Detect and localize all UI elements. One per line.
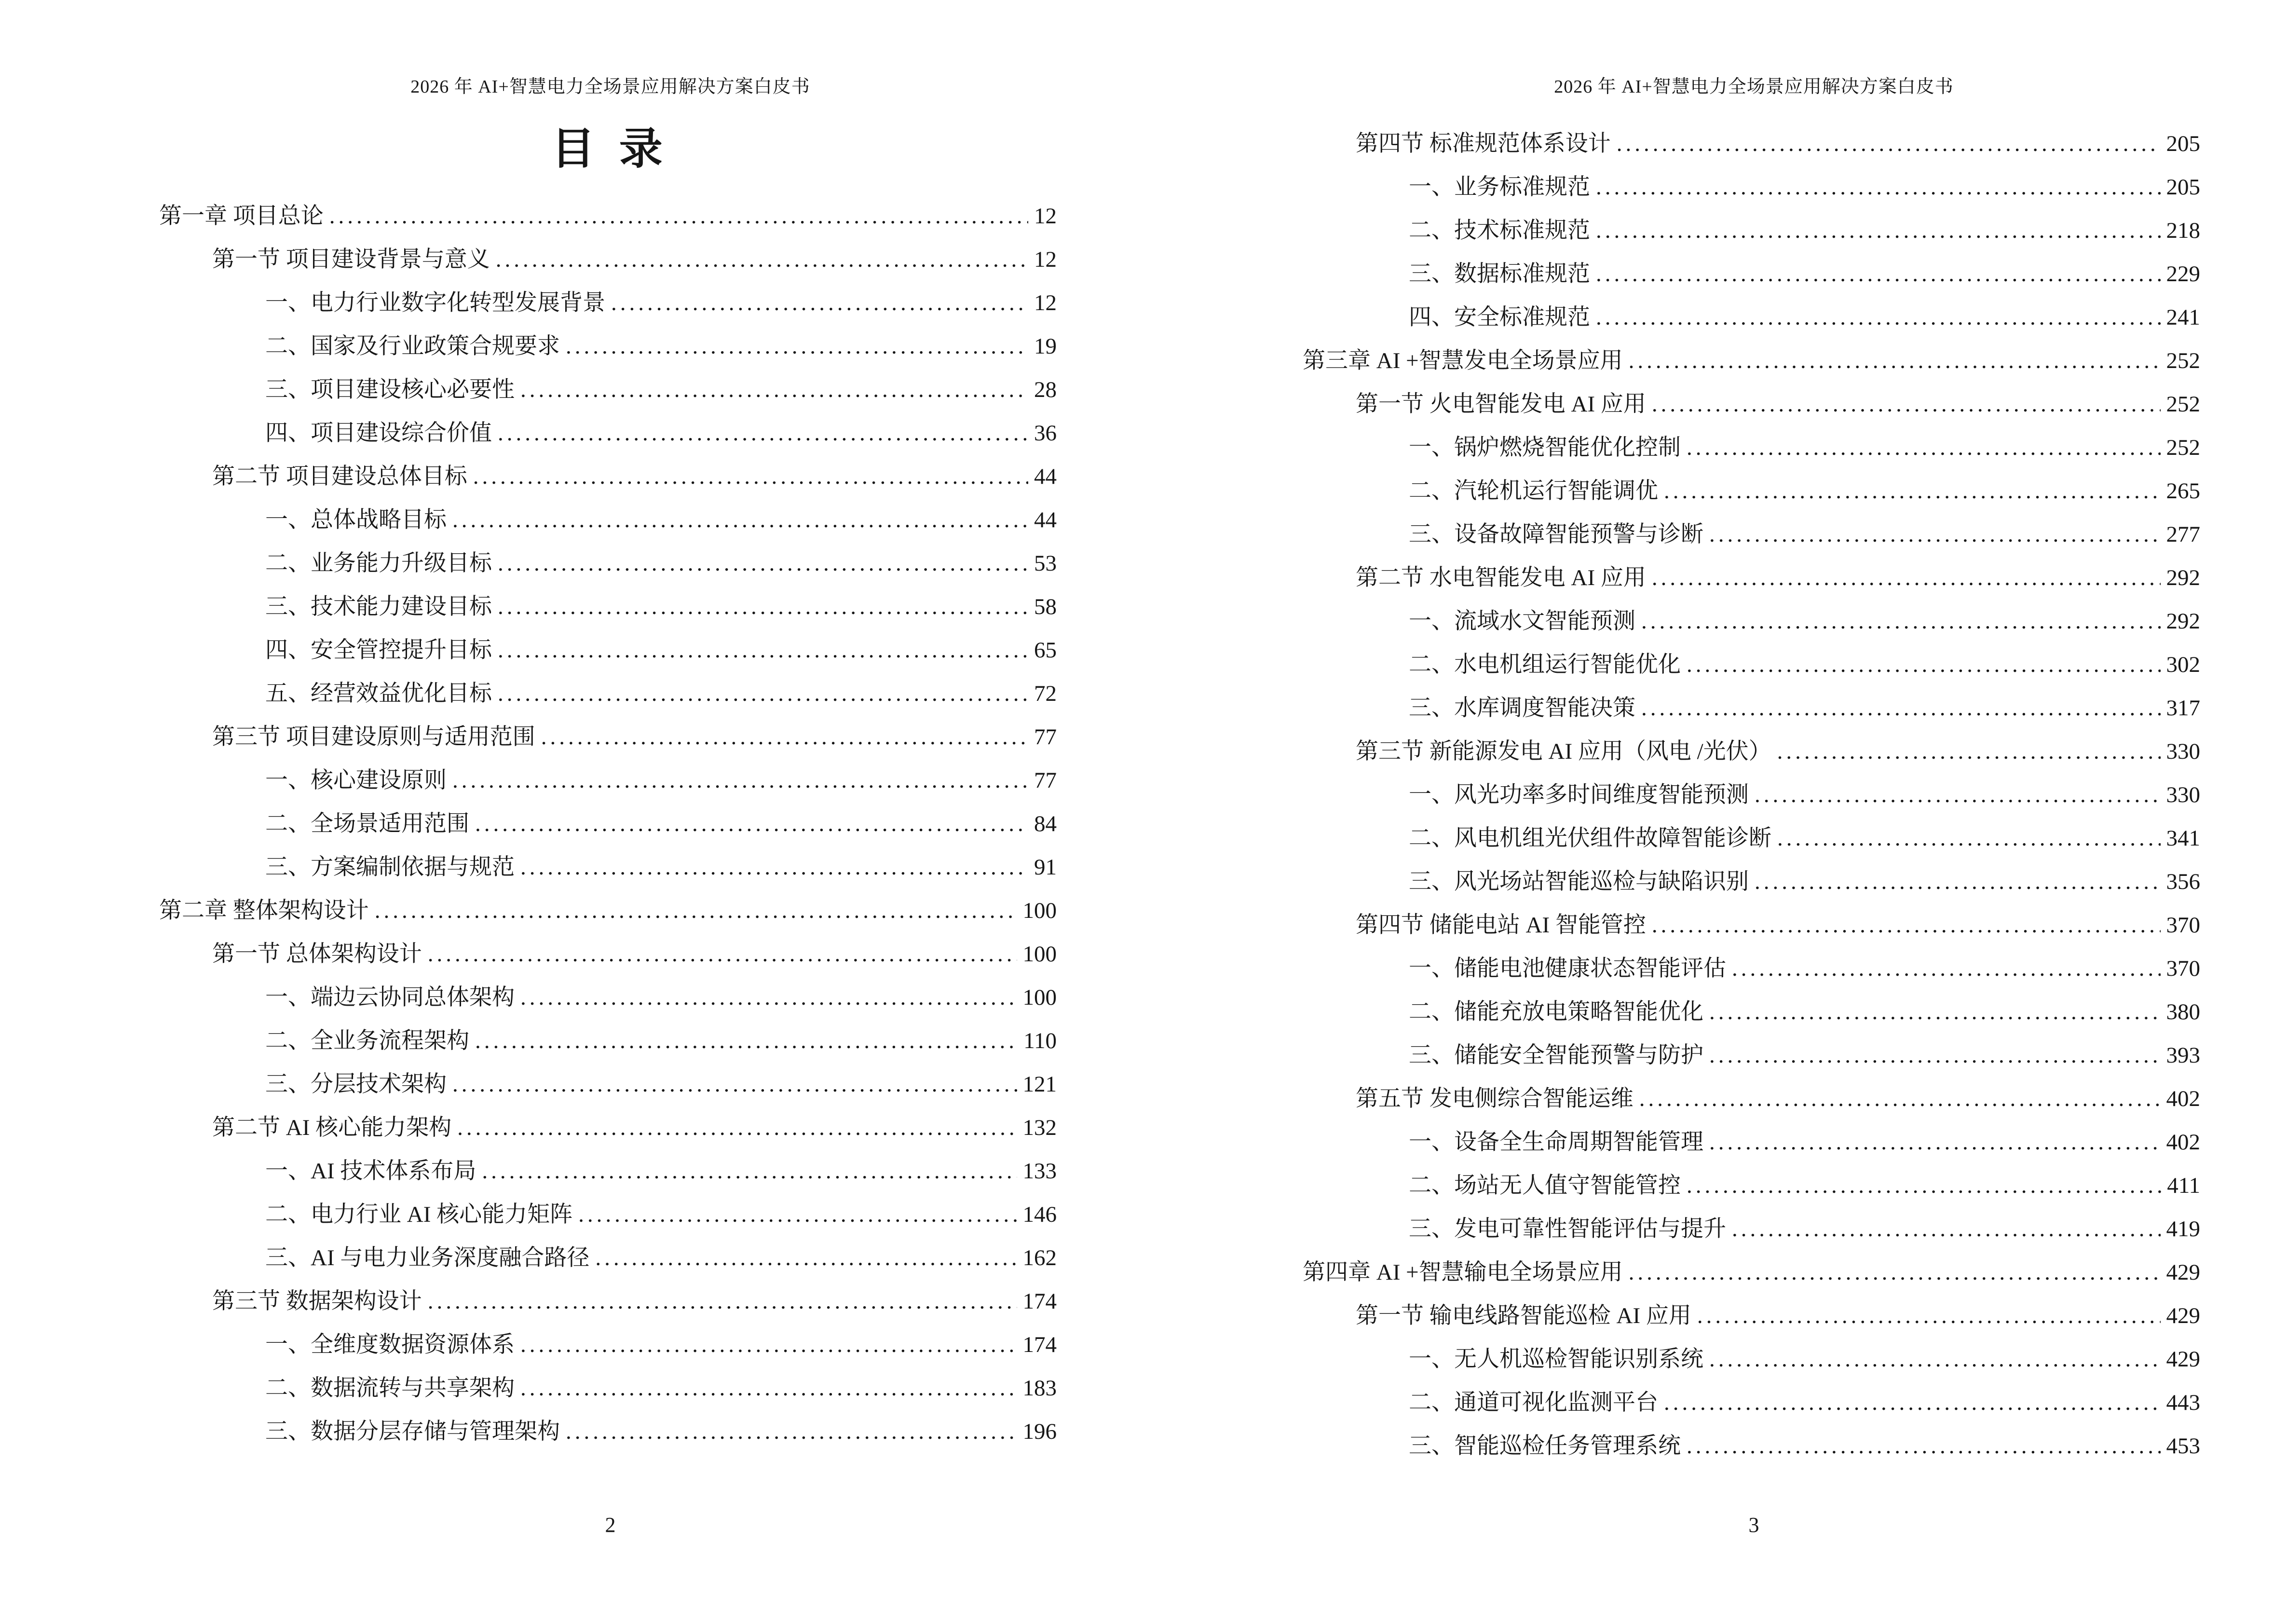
toc-entry — [1144, 990, 2287, 1034]
toc-entry — [0, 1323, 1144, 1366]
toc-entry — [1144, 469, 2287, 513]
toc-entry-label: 三、分层技术架构 — [265, 1072, 447, 1097]
toc-entry — [1144, 1207, 2287, 1251]
toc-entry-page-number: 28 — [1034, 377, 1057, 402]
toc-entry — [1144, 1424, 2287, 1468]
toc-entry-page-number: 132 — [1022, 1115, 1057, 1140]
toc-entry-page-number: 429 — [2166, 1303, 2200, 1328]
toc-dot-leader — [1664, 469, 2161, 513]
toc-entry-label: 第二节 AI 核心能力架构 — [212, 1115, 452, 1140]
toc-entry-page-number: 100 — [1022, 898, 1057, 923]
toc-entry — [0, 368, 1144, 411]
toc-entry — [0, 281, 1144, 325]
toc-entry — [1144, 513, 2287, 556]
toc-dot-leader — [520, 846, 1028, 889]
toc-dot-leader — [475, 1019, 1018, 1063]
toc-entry-label: 第一节 输电线路智能巡检 AI 应用 — [1356, 1303, 1691, 1328]
toc-dot-leader — [1755, 773, 2161, 817]
toc-entry-page-number: 12 — [1034, 204, 1057, 229]
toc-entry-page-number: 100 — [1022, 985, 1057, 1010]
toc-entry — [1144, 1294, 2287, 1337]
toc-entry-label: 一、全维度数据资源体系 — [265, 1332, 515, 1357]
toc-entry-page-number: 77 — [1034, 724, 1057, 750]
toc-entry — [0, 846, 1144, 889]
toc-dot-leader — [1709, 513, 2161, 556]
toc-entry-label: 第三章 AI +智慧发电全场景应用 — [1303, 348, 1623, 373]
toc-dot-leader — [475, 802, 1028, 846]
toc-entry-page-number: 183 — [1022, 1376, 1057, 1401]
toc-entry-label: 三、储能安全智能预警与防护 — [1409, 1043, 1703, 1068]
toc-entry — [0, 194, 1144, 238]
toc-dot-leader — [498, 411, 1028, 455]
toc-entry-page-number: 252 — [2166, 435, 2200, 460]
toc-dot-leader — [473, 455, 1028, 498]
toc-entry — [0, 1106, 1144, 1149]
toc-entry-page-number: 429 — [2166, 1347, 2200, 1372]
toc-list-left — [0, 194, 1144, 1453]
toc-dot-leader — [498, 585, 1028, 628]
toc-entry — [1144, 903, 2287, 947]
toc-entry-label: 三、数据标准规范 — [1409, 261, 1590, 287]
toc-entry-page-number: 133 — [1022, 1159, 1057, 1184]
toc-entry — [1144, 817, 2287, 860]
toc-dot-leader — [1641, 600, 2161, 643]
toc-dot-leader — [1629, 339, 2161, 382]
toc-entry — [0, 1063, 1144, 1106]
toc-entry — [0, 455, 1144, 498]
toc-dot-leader — [1617, 122, 2161, 165]
toc-entry — [0, 1280, 1144, 1323]
toc-entry-label: 第五节 发电侧综合智能运维 — [1356, 1086, 1634, 1111]
toc-entry-label: 二、储能充放电策略智能优化 — [1409, 999, 1703, 1024]
toc-entry — [0, 715, 1144, 759]
toc-entry-page-number: 370 — [2166, 913, 2200, 938]
toc-entry — [1144, 382, 2287, 426]
toc-entry-label: 四、安全管控提升目标 — [265, 638, 492, 663]
toc-dot-leader — [520, 976, 1017, 1019]
toc-entry-label: 第一章 项目总论 — [159, 204, 324, 229]
toc-entry-label: 五、经营效益优化目标 — [265, 681, 492, 706]
toc-entry — [1144, 1251, 2287, 1294]
toc-entry-label: 第二节 水电智能发电 AI 应用 — [1356, 565, 1646, 590]
toc-entry-label: 二、全业务流程架构 — [265, 1028, 469, 1053]
toc-entry-page-number: 402 — [2166, 1130, 2200, 1155]
toc-entry-label: 三、智能巡检任务管理系统 — [1409, 1433, 1681, 1459]
toc-entry-page-number: 162 — [1022, 1245, 1057, 1270]
toc-entry-label: 二、场站无人值守智能管控 — [1409, 1173, 1681, 1198]
toc-entry-label: 第二章 整体架构设计 — [159, 898, 369, 923]
toc-dot-leader — [1687, 426, 2161, 469]
toc-entry — [1144, 165, 2287, 209]
toc-entry-page-number: 146 — [1022, 1202, 1057, 1227]
toc-entry — [0, 542, 1144, 585]
toc-entry-page-number: 218 — [2166, 218, 2200, 243]
toc-entry-label: 三、风光场站智能巡检与缺陷识别 — [1409, 869, 1749, 894]
toc-dot-leader — [1639, 1077, 2161, 1120]
toc-entry-label: 一、电力行业数字化转型发展背景 — [265, 290, 605, 315]
toc-entry-page-number: 65 — [1034, 638, 1057, 663]
toc-dot-leader — [1687, 643, 2161, 686]
toc-entry-page-number: 443 — [2166, 1390, 2200, 1415]
toc-dot-leader — [498, 672, 1028, 715]
toc-entry — [0, 498, 1144, 542]
toc-entry-label: 第二节 项目建设总体目标 — [212, 464, 467, 489]
toc-entry-page-number: 429 — [2166, 1260, 2200, 1285]
toc-entry-page-number: 205 — [2166, 175, 2200, 200]
toc-entry-page-number: 44 — [1034, 507, 1057, 532]
toc-dot-leader — [452, 1063, 1017, 1106]
toc-entry-page-number: 302 — [2166, 652, 2200, 677]
toc-entry — [1144, 556, 2287, 600]
toc-entry-page-number: 205 — [2166, 131, 2200, 156]
toc-entry-label: 第三节 数据架构设计 — [212, 1289, 422, 1314]
toc-entry — [1144, 730, 2287, 773]
toc-dot-leader — [496, 238, 1028, 281]
toc-dot-leader — [428, 932, 1017, 976]
toc-title: 目 录 — [551, 125, 669, 173]
toc-entry-label: 三、技术能力建设目标 — [265, 594, 492, 619]
toc-entry-page-number: 277 — [2166, 522, 2200, 547]
toc-dot-leader — [1709, 990, 2161, 1034]
toc-dot-leader — [1629, 1251, 2161, 1294]
toc-entry-page-number: 317 — [2166, 696, 2200, 721]
toc-entry — [1144, 1381, 2287, 1424]
toc-entry-page-number: 292 — [2166, 565, 2200, 590]
toc-entry-page-number: 356 — [2166, 869, 2200, 894]
toc-dot-leader — [452, 498, 1028, 542]
toc-dot-leader — [1755, 860, 2161, 903]
toc-entry — [1144, 296, 2287, 339]
toc-entry-page-number: 110 — [1023, 1028, 1057, 1053]
toc-entry — [0, 1410, 1144, 1453]
running-header: 2026 年 AI+智慧电力全场景应用解决方案白皮书 — [410, 77, 810, 97]
toc-dot-leader — [1709, 1120, 2161, 1164]
toc-entry-label: 一、AI 技术体系布局 — [265, 1159, 476, 1184]
toc-entry — [0, 976, 1144, 1019]
toc-entry-page-number: 341 — [2166, 826, 2200, 851]
toc-entry-label: 二、通道可视化监测平台 — [1409, 1390, 1658, 1415]
toc-dot-leader — [611, 281, 1028, 325]
toc-entry — [1144, 1120, 2287, 1164]
toc-entry-page-number: 411 — [2167, 1173, 2200, 1198]
toc-entry-label: 一、设备全生命周期智能管理 — [1409, 1130, 1703, 1155]
toc-entry-page-number: 402 — [2166, 1086, 2200, 1111]
toc-entry — [0, 325, 1144, 368]
toc-entry-label: 一、核心建设原则 — [265, 768, 447, 793]
toc-entry — [0, 1366, 1144, 1410]
toc-dot-leader — [498, 628, 1028, 672]
toc-list-right — [1144, 122, 2287, 1468]
toc-entry — [1144, 1164, 2287, 1207]
toc-entry-label: 第一节 总体架构设计 — [212, 942, 422, 967]
toc-dot-leader — [1709, 1034, 2161, 1077]
toc-dot-leader — [1687, 1424, 2161, 1468]
toc-entry — [1144, 426, 2287, 469]
toc-entry — [1144, 860, 2287, 903]
toc-entry — [0, 628, 1144, 672]
toc-entry — [1144, 122, 2287, 165]
toc-entry-label: 一、业务标准规范 — [1409, 175, 1590, 200]
toc-entry — [0, 1149, 1144, 1193]
toc-dot-leader — [520, 1323, 1017, 1366]
toc-entry-label: 第四章 AI +智慧输电全场景应用 — [1303, 1260, 1623, 1285]
toc-dot-leader — [498, 542, 1028, 585]
toc-entry-page-number: 77 — [1034, 768, 1057, 793]
toc-entry-label: 三、AI 与电力业务深度融合路径 — [265, 1245, 590, 1270]
toc-entry-label: 第四节 储能电站 AI 智能管控 — [1356, 913, 1646, 938]
toc-entry-page-number: 12 — [1034, 290, 1057, 315]
toc-entry — [0, 672, 1144, 715]
toc-entry-label: 第一节 项目建设背景与意义 — [212, 247, 490, 272]
toc-dot-leader — [1652, 556, 2161, 600]
toc-entry-label: 二、技术标准规范 — [1409, 218, 1590, 243]
toc-entry-page-number: 44 — [1034, 464, 1057, 489]
toc-entry-label: 三、发电可靠性智能评估与提升 — [1409, 1216, 1726, 1242]
toc-entry-page-number: 252 — [2166, 348, 2200, 373]
toc-entry-page-number: 196 — [1022, 1419, 1057, 1444]
toc-entry-label: 四、项目建设综合价值 — [265, 421, 492, 446]
toc-dot-leader — [1732, 1207, 2161, 1251]
toc-entry-label: 第三节 项目建设原则与适用范围 — [212, 724, 535, 750]
toc-entry-page-number: 252 — [2166, 392, 2200, 417]
toc-dot-leader — [520, 1366, 1017, 1410]
toc-entry-page-number: 229 — [2166, 261, 2200, 287]
toc-entry-label: 二、风电机组光伏组件故障智能诊断 — [1409, 826, 1771, 851]
toc-dot-leader — [1596, 252, 2161, 296]
toc-entry-page-number: 12 — [1034, 247, 1057, 272]
toc-dot-leader — [541, 715, 1028, 759]
toc-entry-label: 四、安全标准规范 — [1409, 305, 1590, 330]
toc-dot-leader — [1709, 1337, 2161, 1381]
toc-dot-leader — [566, 325, 1028, 368]
toc-dot-leader — [1596, 165, 2161, 209]
toc-entry — [0, 411, 1144, 455]
toc-dot-leader — [1777, 817, 2161, 860]
toc-entry — [1144, 643, 2287, 686]
toc-dot-leader — [578, 1193, 1017, 1236]
toc-dot-leader — [482, 1149, 1017, 1193]
toc-entry-label: 一、无人机巡检智能识别系统 — [1409, 1347, 1703, 1372]
toc-entry-label: 第一节 火电智能发电 AI 应用 — [1356, 392, 1646, 417]
toc-entry-label: 一、锅炉燃烧智能优化控制 — [1409, 435, 1681, 460]
toc-entry-label: 二、国家及行业政策合规要求 — [265, 334, 560, 359]
toc-entry-label: 第三节 新能源发电 AI 应用（风电 /光伏） — [1356, 739, 1771, 764]
toc-dot-leader — [1596, 209, 2161, 252]
toc-dot-leader — [1652, 903, 2161, 947]
page-3 — [1144, 0, 2287, 1624]
toc-entry-page-number: 241 — [2166, 305, 2200, 330]
toc-entry-label: 一、储能电池健康状态智能评估 — [1409, 956, 1726, 981]
toc-entry-label: 二、汽轮机运行智能调优 — [1409, 478, 1658, 504]
toc-entry-page-number: 393 — [2166, 1043, 2200, 1068]
toc-entry-page-number: 174 — [1022, 1332, 1057, 1357]
toc-entry-page-number: 72 — [1034, 681, 1057, 706]
toc-entry-page-number: 453 — [2166, 1433, 2200, 1459]
toc-entry-page-number: 121 — [1022, 1072, 1057, 1097]
toc-entry-page-number: 100 — [1022, 942, 1057, 967]
toc-dot-leader — [1732, 947, 2161, 990]
toc-entry — [0, 802, 1144, 846]
toc-entry-page-number: 91 — [1034, 855, 1057, 880]
toc-entry — [1144, 1034, 2287, 1077]
running-header: 2026 年 AI+智慧电力全场景应用解决方案白皮书 — [1554, 77, 1954, 97]
toc-entry-page-number: 380 — [2166, 999, 2200, 1024]
toc-entry-label: 三、项目建设核心必要性 — [265, 377, 515, 402]
toc-entry — [1144, 600, 2287, 643]
toc-entry-page-number: 330 — [2166, 739, 2200, 764]
toc-entry-page-number: 174 — [1022, 1289, 1057, 1314]
toc-entry — [1144, 1077, 2287, 1120]
toc-entry-label: 二、数据流转与共享架构 — [265, 1376, 515, 1401]
toc-entry — [0, 1019, 1144, 1063]
toc-entry-label: 第四节 标准规范体系设计 — [1356, 131, 1611, 156]
toc-entry-page-number: 419 — [2166, 1216, 2200, 1242]
toc-entry — [1144, 209, 2287, 252]
toc-entry-page-number: 36 — [1034, 421, 1057, 446]
toc-entry — [1144, 686, 2287, 730]
toc-entry — [0, 238, 1144, 281]
toc-entry-page-number: 53 — [1034, 551, 1057, 576]
toc-dot-leader — [457, 1106, 1017, 1149]
toc-entry — [1144, 947, 2287, 990]
toc-entry — [1144, 773, 2287, 817]
toc-dot-leader — [566, 1410, 1017, 1453]
toc-entry-label: 一、总体战略目标 — [265, 507, 447, 532]
toc-dot-leader — [428, 1280, 1017, 1323]
toc-dot-leader — [1596, 296, 2161, 339]
toc-dot-leader — [375, 889, 1017, 932]
toc-dot-leader — [1664, 1381, 2161, 1424]
toc-entry-page-number: 292 — [2166, 609, 2200, 634]
toc-entry-page-number: 19 — [1034, 334, 1057, 359]
toc-entry-page-number: 265 — [2166, 478, 2200, 504]
toc-entry — [0, 932, 1144, 976]
toc-entry-label: 二、电力行业 AI 核心能力矩阵 — [265, 1202, 573, 1227]
toc-dot-leader — [1687, 1164, 2161, 1207]
toc-entry-label: 一、端边云协同总体架构 — [265, 985, 515, 1010]
toc-entry-page-number: 330 — [2166, 782, 2200, 807]
toc-entry-page-number: 84 — [1034, 811, 1057, 836]
toc-entry-label: 二、业务能力升级目标 — [265, 551, 492, 576]
page-number: 3 — [1748, 1513, 1759, 1537]
toc-entry-page-number: 370 — [2166, 956, 2200, 981]
toc-entry-label: 二、全场景适用范围 — [265, 811, 469, 836]
toc-entry-label: 三、水库调度智能决策 — [1409, 696, 1635, 721]
toc-dot-leader — [1777, 730, 2161, 773]
toc-entry — [0, 889, 1144, 932]
toc-dot-leader — [595, 1236, 1017, 1280]
toc-entry-label: 二、水电机组运行智能优化 — [1409, 652, 1681, 677]
toc-entry — [0, 1236, 1144, 1280]
page-number: 2 — [605, 1513, 616, 1537]
toc-entry-label: 三、设备故障智能预警与诊断 — [1409, 522, 1703, 547]
toc-entry-page-number: 58 — [1034, 594, 1057, 619]
toc-entry — [0, 585, 1144, 628]
toc-dot-leader — [1641, 686, 2161, 730]
toc-entry-label: 一、流域水文智能预测 — [1409, 609, 1635, 634]
toc-dot-leader — [1697, 1294, 2161, 1337]
toc-dot-leader — [452, 759, 1028, 802]
toc-dot-leader — [520, 368, 1028, 411]
toc-entry — [1144, 339, 2287, 382]
toc-dot-leader — [329, 194, 1028, 238]
toc-entry-label: 一、风光功率多时间维度智能预测 — [1409, 782, 1749, 807]
toc-entry — [1144, 252, 2287, 296]
toc-entry — [0, 1193, 1144, 1236]
toc-dot-leader — [1652, 382, 2161, 426]
toc-entry — [1144, 1337, 2287, 1381]
toc-entry — [0, 759, 1144, 802]
toc-entry-label: 三、数据分层存储与管理架构 — [265, 1419, 560, 1444]
toc-entry-label: 三、方案编制依据与规范 — [265, 855, 515, 880]
